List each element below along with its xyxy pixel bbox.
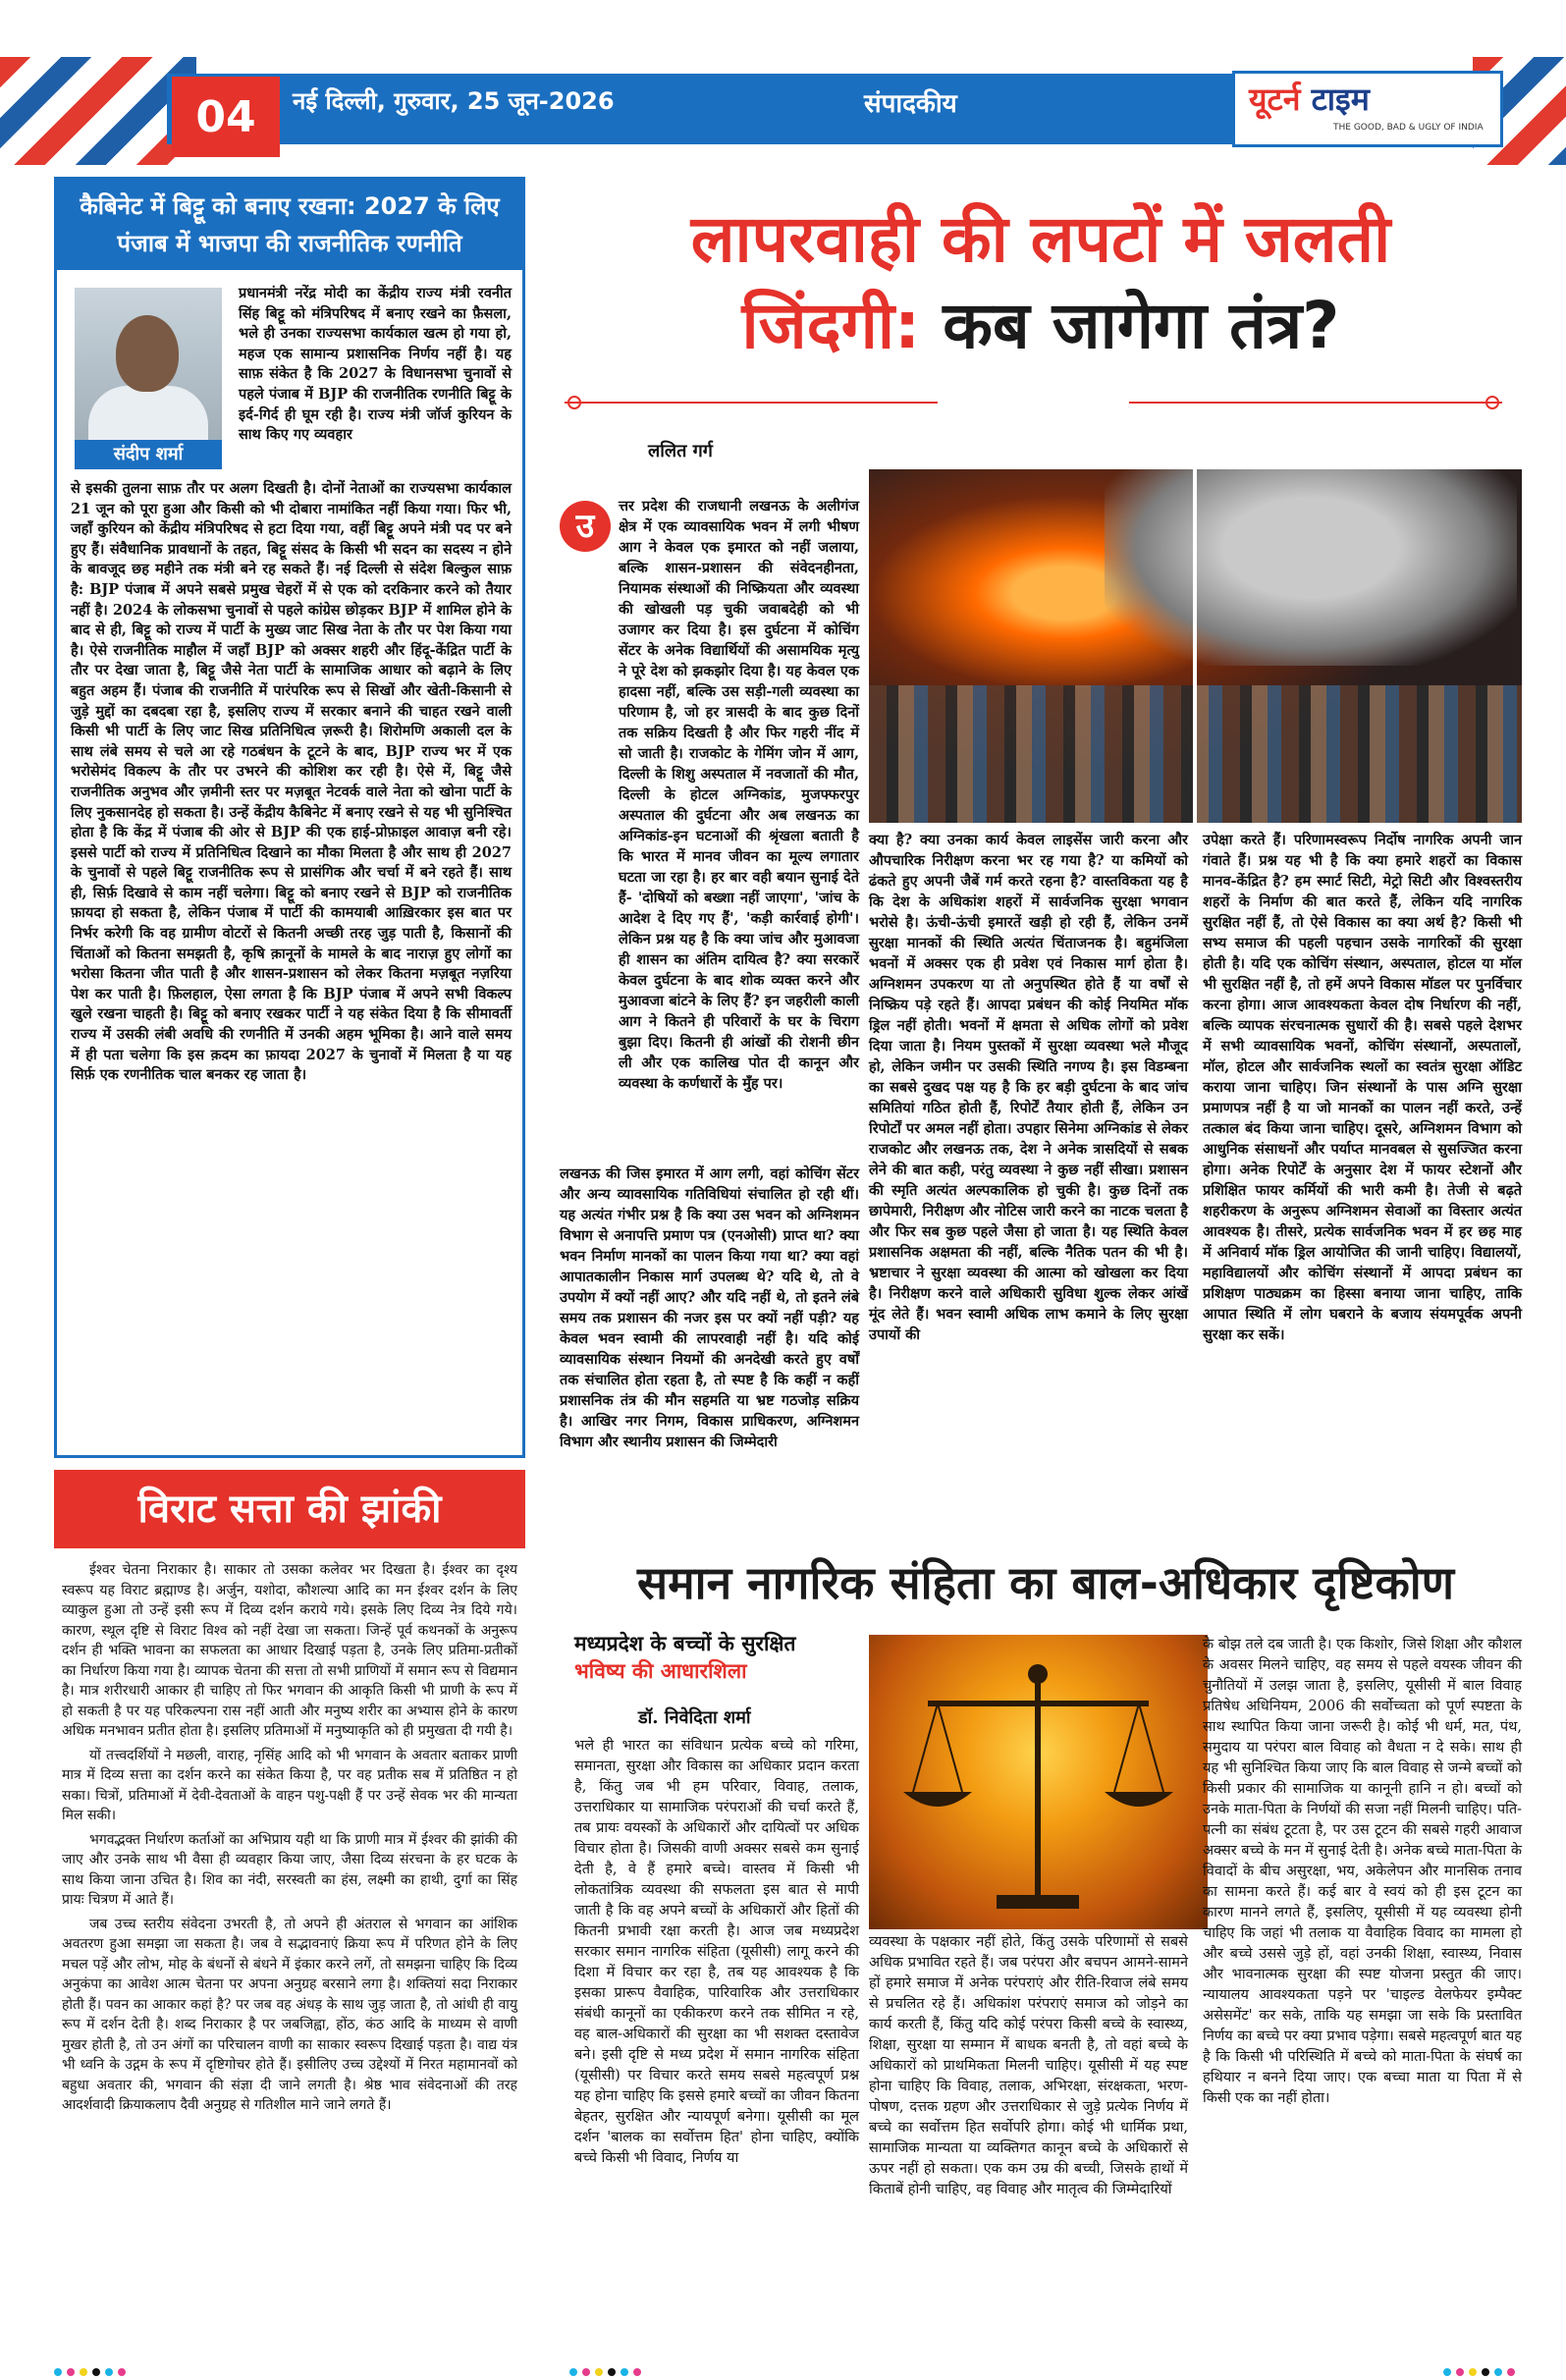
page-number: 04 (172, 77, 280, 157)
fire-scene-photo (869, 469, 1522, 823)
headline-ornament (565, 393, 1502, 412)
ucc-col3: के बोझ तले दब जाती है। एक किशोर, जिसे शिक्षा और कौशल के अवसर मिलने चाहिए, वह समय से पहले वयस्क जीवन की चुनौतियों में उलझ जाता है, इसलिए, यूसीसी में बाल विवाह प्रतिषेध अधिनियम, 2006 की सर्वोच्चता को पूर्ण स्पष्टता के साथ स्थापित किया जाना जरूरी है। कोई भी धर्म, मत, पंथ, समुदाय या परंपरा बाल विवाह को वैधता न दे सके। साथ ही यह भी सुनिश्चित किया जाए कि बाल विवाह से जन्मे बच्चों को किसी प्रकार की सामाजिक या कानूनी हानि न हो। बच्चों को उनके माता-पिता के निर्णयों की सजा नहीं मिलनी चाहिए। पति-पत्नी का संबंध टूटता है, पर उस टूटन की सबसे गहरी आवाज अक्सर बच्चे के मन में सुनाई देती है। अनेक बच्चे माता-पिता के विवादों के बीच असुरक्षा, भय, अकेलेपन और मानसिक तनाव का सामना करते हैं। कई बार वे स्वयं को ही इस टूटन का कारण मानने लगते हैं, इसलिए, यूसीसी में यह व्यवस्था होनी चाहिए कि जहां भी तलाक या वैवाहिक विवाद का मामला हो और बच्चे उससे जुड़े हों, वहां उनकी शिक्षा, स्वास्थ्य, निवास और भावनात्मक सुरक्षा की स्पष्ट योजना प्रस्तुत की जाए। न्यायालय आवश्यकता पड़ने पर 'चाइल्ड वेलफेयर इम्पैक्ट असेसमेंट' कर सके, ताकि यह समझा जा सके कि प्रस्तावित निर्णय का बच्चे पर क्या प्रभाव पड़ेगा। सबसे महत्वपूर्ण बात यह है कि किसी भी परिस्थिति में बच्चे को माता-पिता के संघर्ष का हथियार न बनने दिया जाए। एक बच्चा माता या पिता में से किसी एक का नहीं होता। (1203, 1637, 1522, 2106)
registration-dots-left (54, 2361, 131, 2371)
paragraph: भगवद्भक्त निर्धारण कर्ताओं का अभिप्राय यही था कि प्राणी मात्र में ईश्वर की झांकी की जाए और उनके साथ भी वैसा ही व्यवहार किया जाए, जैसा दिव्य संरचना के हर घटक के साथ किया जाना उचित है। शिव का नंदी, सरस्वती का हंस, लक्ष्मी का हाथी, दुर्गा का सिंह प्रायः चित्रण में आते हैं। (62, 1831, 517, 1908)
dateline: नई दिल्ली, गुरुवार, 25 जून-2026 (293, 87, 615, 115)
main-col1-cont: लखनऊ की जिस इमारत में आग लगी, वहां कोचिंग सेंटर और अन्य व्यावसायिक गतिविधियां संचालित हो रही थीं। यह अत्यंत गंभीर प्रश्न है कि क्या उस भवन को अग्निशमन विभाग से अनापत्ति प्रमाण पत्र (एनओसी) प्राप्त था? क्या भवन निर्माण मानकों का पालन किया गया था? क्या वहां आपातकालीन निकास मार्ग उपलब्ध थे? यदि थे, तो वे उपयोग में क्यों नहीं आए? और यदि नहीं थे, तो इतने लंबे समय तक प्रशासन की नजर इस पर क्यों नहीं पड़ी? यह केवल भवन स्वामी की लापरवाही नहीं है। यदि कोई व्यावसायिक संस्थान नियमों की अनदेखी करते हुए वर्षों तक संचालित होता रहता है, तो स्पष्ट है कि कहीं न कहीं प्रशासनिक तंत्र की मौन सहमति या भ्रष्ट गठजोड़ सक्रिय है। आखिर नगर निगम, विकास प्राधिकरण, अग्निशमन विभाग और स्थानीय प्रशासन की जिम्मेदारी (560, 1165, 859, 1450)
ucc-col2: व्यवस्था के पक्षकार नहीं होते, किंतु उसके परिणामों से सबसे अधिक प्रभावित रहते हैं। जब परंपरा और बचपन आमने-सामने हों हमारे समाज में अनेक परंपराएं और रीति-रिवाज लंबे समय से प्रचलित रहे हैं। अधिकांश परंपराएं समाज को जोड़ने का कार्य करती हैं, किंतु यदि कोई परंपरा किसी बच्चे के स्वास्थ्य, शिक्षा, सुरक्षा या सम्मान में बाधक बनती है, तो वहां बच्चे के अधिकारों को प्राथमिकता मिलनी चाहिए। यूसीसी में यह स्पष्ट होना चाहिए कि विवाह, तलाक, अभिरक्षा, संरक्षकता, भरण-पोषण, दत्तक ग्रहण और उत्तराधिकार से जुड़े प्रत्येक निर्णय में बच्चे का सर्वोत्तम हित सर्वोपरि होगा। कोई भी धार्मिक प्रथा, सामाजिक मान्यता या व्यक्तिगत कानून बच्चे के अधिकारों से ऊपर नहीं हो सकता। एक कम उम्र की बच्ची, जिसके हाथों में किताबें होनी चाहिए, वह विवाह और मातृत्व की जिम्मेदारियों (869, 1934, 1188, 2197)
main-col2: क्या है? क्या उनका कार्य केवल लाइसेंस जारी करना और औपचारिक निरीक्षण करना भर रह गया है? या कमियों को ढंकते हुए अपनी जैबें गर्म करते रहना है? वास्तविकता यह है कि देश के अधिकांश शहरों में सार्वजनिक सुरक्षा भगवान भरोसे है। ऊंची-ऊंची इमारतें खड़ी हो रही हैं, लेकिन उनमें सुरक्षा मानकों की स्थिति अत्यंत चिंताजनक है। बहुमंजिला भवनों में अक्सर एक ही प्रवेश एवं निकास मार्ग होता है। अग्निशमन उपकरण या तो अनुपस्थित होते हैं या वर्षों से निष्क्रिय पड़े रहते हैं। आपदा प्रबंधन की कोई नियमित मॉक ड्रिल नहीं होती। भवनों में क्षमता से अधिक लोगों को प्रवेश दिया जाता है। नियम पुस्तकों में सुरक्षा व्यवस्था भले मौजूद हो, लेकिन जमीन पर उसकी स्थिति नगण्य है। इस विडम्बना का सबसे दुखद पक्ष यह है कि हर बड़ी दुर्घटना के बाद जांच समितियां गठित होती हैं, रिपोर्टें तैयार होती हैं, लेकिन उन रिपोर्टों पर अमल नहीं होता। उपहार सिनेमा अग्निकांड से लेकर राजकोट और लखनऊ तक, देश ने अनेक त्रासदियों से सबक लेने की बात कही, परंतु व्यवस्था ने कुछ नहीं सीखा। प्रशासन की स्मृति अत्यंत अल्पकालिक हो चुकी है। कुछ दिनों तक छापेमारी, निरीक्षण और नोटिस जारी करने का नाटक चलता है और फिर सब कुछ पहले जैसा हो जाता है। यह स्थिति केवल प्रशासनिक अक्षमता की नहीं, बल्कि नैतिक पतन की भी है। भ्रष्टाचार ने सुरक्षा व्यवस्था की आत्मा को खोखला कर दिया है। निरीक्षण करने वाले अधिकारी सुविधा शुल्क लेकर आंखें मूंद लेते हैं। भवन स्वामी अधिक लाभ कमाने के लिए सुरक्षा उपायों की (869, 832, 1188, 1343)
main-headline (550, 196, 1532, 369)
section-name: संपादकीय (864, 89, 957, 119)
logo-tagline: THE GOOD, BAD & UGLY OF INDIA (1333, 123, 1484, 133)
ucc-headline: समान नागरिक संहिता का बाल-अधिकार दृष्टिकोण (637, 1556, 1454, 1609)
story-bittu-headline (57, 180, 522, 270)
drop-cap: उ (560, 501, 611, 552)
main-col3: उपेक्षा करते हैं। परिणामस्वरूप निर्दोष नागरिक अपनी जान गंवाते हैं। प्रश्न यह भी है कि क्या हमारे शहरों का विकास मानव-केंद्रित है? हम स्मार्ट सिटी, मेट्रो सिटी और विश्वस्तरीय शहरों के निर्माण की बात करते हैं, लेकिन यदि नागरिक सुरक्षित नहीं हैं, तो ऐसे विकास का क्या अर्थ है? किसी भी सभ्य समाज की पहली पहचान उसके नागरिकों की सुरक्षा होती है। यदि एक कोचिंग संस्थान, अस्पताल, होटल या मॉल भी सुरक्षित नहीं है, तो हमें अपने विकास मॉडल पर पुनर्विचार करना होगा। आज आवश्यकता केवल दोष निर्धारण की नहीं, बल्कि व्यापक संरचनात्मक सुधारों की है। सबसे पहले देशभर में सभी व्यावसायिक भवनों, कोचिंग संस्थानों, अस्पतालों, मॉल, होटल और सार्वजनिक स्थलों का स्वतंत्र सुरक्षा ऑडिट कराया जाना चाहिए। जिन संस्थानों के पास अग्नि सुरक्षा प्रमाणपत्र नहीं है या जो मानकों का पालन नहीं करते, उन्हें तत्काल बंद किया जाना चाहिए। दूसरे, अग्निशमन विभाग को आधुनिक संसाधनों और पर्याप्त मानवबल से सुसज्जित करना होगा। अनेक रिपोर्टें के अनुसार देश में फायर स्टेशनों और प्रशिक्षित फायर कर्मियों की भारी कमी है। तेजी से बढ़ते शहरीकरण के अनुरूप अग्निशमन सेवाओं का विस्तार अत्यंत आवश्यक है। तीसरे, प्रत्येक सार्वजनिक भवन में हर छह माह में अनिवार्य मॉक ड्रिल आयोजित की जानी चाहिए। विद्यालयों, महाविद्यालयों और कोचिंग संस्थानों में आपदा प्रबंधन का प्रशिक्षण पाठ्यक्रम का हिस्सा बनाया जाना चाहिए, ताकि आपात स्थिति में लोग घबराने के बजाय संयमपूर्वक अपनी सुरक्षा कर सकें। (1203, 832, 1522, 1343)
story-virat-box (54, 1470, 525, 2339)
author-portrait (75, 288, 222, 469)
main-headline-line-2: जिंदगी: कब जागेगा तंत्र? (741, 288, 1340, 363)
paragraph: यों तत्त्वदर्शियों ने मछली, वाराह, नृसिंह आदि को भी भगवान के अवतार बताकर प्राणी मात्र में दिव्य सत्ता का दर्शन करने का संकेत किया है, पर वह प्रतीक सब में प्रतिष्ठित न हो सका। चित्रों, प्रतिमाओं में देवी-देवताओं के वाहन पशु-पक्षी हैं पर उन्हें सेवक भर की मान्यता मिल सकी। (62, 1747, 517, 1823)
story-bittu-body: से इसकी तुलना साफ़ तौर पर अलग दिखती है। दोनों नेताओं का राज्यसभा कार्यकाल 21 जून को पूरा हुआ और किसी को भी दोबारा नामांकित नहीं किया गया। फिर भी, जहाँ कुरियन को केंद्रीय मंत्रिपरिषद से हटा दिया गया, वहीं बिट्टू अपने मंत्री पद पर बने हुए हैं। संवैधानिक प्रावधानों के तहत, बिट्टू संसद के किसी भी सदन का सदस्य न होने के बावजूद छह महीने तक मंत्री बने रह सकते हैं। नई दिल्ली से संदेश बिल्कुल साफ़ है: BJP पंजाब में अपने सबसे प्रमुख चेहरों में से एक को दरकिनार करने को तैयार नहीं है। 2024 के लोकसभा चुनावों से पहले कांग्रेस छोड़कर BJP में शामिल होने के बाद से ही, बिट्टू को राज्य में पार्टी के मुख्य जाट सिख नेता के तौर पर पेश किया गया है। ऐसे राजनीतिक माहौल में जहाँ BJP को अक्सर शहरी और हिंदू-केंद्रित पार्टी के तौर पर देखा जाता है, बिट्टू जैसे नेता पार्टी के सामाजिक आधार को बढ़ाने के लिए बहुत अहम हैं। पंजाब की राजनीति में पारंपरिक रूप से सिखों और खेती-किसानी से जुड़े मुद्दों का दबदबा रहा है, इसलिए राज्य में सरकार बनाने की चाहत रखने वाली किसी भी पार्टी के लिए जाट सिख प्रतिनिधित्व ज़रूरी है। शिरोमणि अकाली दल के साथ लंबे समय से चले आ रहे गठबंधन के टूटने के बाद, BJP राज्य भर में एक भरोसेमंद विकल्प के तौर पर उभरने की कोशिश कर रही है। ऐसे में, बिट्टू जैसे राजनीतिक अनुभव और ज़मीनी स्तर पर मज़बूत नेटवर्क वाले नेता को खोना पार्टी के लिए नुकसानदेह हो सकता है। उन्हें केंद्रीय कैबिनेट में बनाए रखने से यह भी सुनिश्चित होता है कि केंद्र में पंजाब की ओर से BJP की एक हाई-प्रोफ़ाइल आवाज़ बनी रहे। इससे पार्टी को राज्य में प्रतिनिधित्व दिखाने का मौका मिलता है और साथ ही 2027 के चुनावों से पहले बिट्टू राजनीतिक रूप से प्रासंगिक और चर्चा में बने रहते हैं। साथ ही, सिर्फ़ दिखावे से काम नहीं चलेगा। बिट्टू को बनाए रखने से BJP को राजनीतिक फ़ायदा हो सकता है, लेकिन पंजाब में पार्टी की कामयाबी आख़िरकार इस बात पर निर्भर करेगी कि वह ग्रामीण वोटरों से कितनी अच्छी तरह जुड़ पाती है, किसानों की चिंताओं को कितना समझती है, कृषि क़ानूनों के मामले के बाद नाराज़ हुए लोगों का भरोसा कितना जीत पाती है और शासन-प्रशासन को लेकर कितना मज़बूत नज़रिया पेश कर पाती है। फ़िलहाल, ऐसा लगता है कि BJP पंजाब में अपने सभी विकल्प खुले रखना चाहती है। बिट्टू को बनाए रखकर पार्टी ने यह संकेत दिया है कि सीमावर्ती राज्य में उसकी लंबी अवधि की रणनीति में उनकी अहम भूमिका है। आने वाले समय में ही पता चलेगा कि इस क़दम का फ़ायदा 2027 के चुनावों में मिलता है या यह सिर्फ़ एक रणनीतिक चाल बनकर रह जाता है। (71, 480, 512, 1084)
logo-text: यूटर्न टाइम (1249, 81, 1370, 118)
paragraph: जब उच्च स्तरीय संवेदना उभरती है, तो अपने ही अंतराल से भगवान का आंशिक अवतरण हुआ समझा जा सकता है। जब वे सद्भावनाएं क्रिया रूप में परिणत होने के लिए मचल पड़ें और लोभ, मोह के बंधनों से बंधने में इंकार करने लगें, तो समझना चाहिए कि दिव्य अनुकंपा का आवेश आत्म चेतना पर अपना अनुग्रह बरसाने लगा है। शक्तियां सदा निराकार होती हैं। पवन का आकार कहां है? पर जब वह अंधड़ के साथ जुड़ जाता है, तो आंधी ही वायु रूप में दर्शन देती है। शब्द निराकार है पर जबजिह्वा, होंठ, कंठ आदि के माध्यम से वाणी मुखर होती है, तो उन अंगों का परिचालन वाणी का साकार स्वरूप दिखाई पड़ता है। वाद्य यंत्र भी ध्वनि के उद्गम के रूप में दृष्टिगोचर होते हैं। इसीलिए उच्च उद्देश्यों में निरत महामानवों को बहुधा अवतार की, भगवान की संज्ञा दी जाने लगती है। श्रेष्ठ भाव संवेदनाओं की तरह आदर्शवादी क्रियाकलाप दैवी अनुग्रह से गतिशील माने जाने लगते हैं। (62, 1916, 517, 2113)
main-headline-line-1: लापरवाही की लपटों में जलती (690, 201, 1391, 277)
justice-scale-photo (869, 1635, 1208, 1929)
ucc-byline: डॉ. निवेदिता शर्मा (638, 1707, 751, 1728)
headline-line-1: कैबिनेट में बिट्टू को बनाए रखना: 2027 के लिए (80, 192, 500, 220)
registration-dots-right (1443, 2361, 1520, 2371)
story-bittu-intro: प्रधानमंत्री नरेंद्र मोदी का केंद्रीय राज्य मंत्री रवनीत सिंह बिट्टू को मंत्रिपरिषद में बनाए रखने का फ़ैसला, भले ही उनका राज्यसभा कार्यकाल खत्म हो गया हो, महज एक सामान्य प्रशासनिक निर्णय नहीं है। यह साफ़ संकेत है कि 2027 के विधानसभा चुनावों से पहले पंजाब में BJP की राजनीतिक रणनीति बिट्टू के इर्द-गिर्द ही घूम रही है। राज्य मंत्री जॉर्ज कुरियन के साथ किए गए व्यवहार (239, 285, 512, 444)
ucc-subheadline (574, 1630, 898, 1685)
headline-line-2: पंजाब में भाजपा की राजनीतिक रणनीति (117, 230, 462, 257)
masthead-logo (1232, 71, 1503, 147)
registration-dots-center (569, 2361, 646, 2371)
main-col1-intro: त्तर प्रदेश की राजधानी लखनऊ के अलीगंज क्षेत्र में एक व्यावसायिक भवन में लगी भीषण आग ने केवल एक इमारत को नहीं जलाया, बल्कि शासन-प्रशासन की संवेदनहीनता, नियामक संस्थाओं की निष्क्रियता और व्यवस्था की खोखली पड़ चुकी जवाबदेही को भी उजागर कर दिया है। इस दुर्घटना में कोचिंग सेंटर के अनेक विद्यार्थियों की असामयिक मृत्यु ने पूरे देश को झकझोर दिया है। यह केवल एक हादसा नहीं, बल्कि उस सड़ी-गली व्यवस्था का परिणाम है, जो हर त्रासदी के बाद कुछ दिनों तक सक्रिय दिखती है और फिर गहरी नींद में सो जाती है। राजकोट के गेमिंग जोन में आग, दिल्ली के शिशु अस्पताल में नवजातों की मौत, दिल्ली के होटल अग्निकांड, मुजफ्फरपुर अस्पताल की दुर्घटना और अब लखनऊ का अग्निकांड-इन घटनाओं की श्रृंखला बताती है कि भारत में मानव जीवन का मूल्य लगातार घटता जा रहा है। हर बार वही बयान सुनाई देते हैं- 'दोषियों को बख्शा नहीं जाएगा', 'जांच के आदेश दे दिए गए हैं', 'कड़ी कार्रवाई होगी'। लेकिन प्रश्न यह है कि क्या जांच और मुआवजा ही शासन का अंतिम दायित्व है? क्या सरकारें केवल दुर्घटना के बाद शोक व्यक्त करने और मुआवजा बांटने के लिए हैं? इन जहरीली काली आग ने कितने ही परिवारों के घर के चिराग बुझा दिए। कितनी ही आंखों की रोशनी छीन ली और एक कालिख पोत दी कानून और व्यवस्था के कर्णधारों के मुँह पर। (619, 498, 859, 1092)
main-byline: ललित गर्ग (648, 441, 713, 461)
ucc-subheadline-line-1: मध्यप्रदेश के बच्चों के सुरक्षित (574, 1632, 796, 1655)
author-name: संदीप शर्मा (75, 440, 222, 469)
page-header (0, 0, 1566, 167)
paragraph: ईश्वर चेतना निराकार है। साकार तो उसका कलेवर भर दिखता है। ईश्वर का दृश्य स्वरूप यह विराट ब्रह्माण्ड है। अर्जुन, यशोदा, कौशल्या आदि का मन ईश्वर दर्शन के लिए व्याकुल हुआ तो उन्हें इसी रूप में दिव्य दर्शन कराये गये। इसके लिए दिव्य नेत्र दिये गये। कारण, स्थूल दृष्टि से विराट विश्व को नहीं देखा जा सकता। जिन्हें पूर्व कथनकों के अनुरूप दर्शन ही भक्ति भावना का सफलता का आधार दिखाई पड़ता है, उनके लिए प्रतिमा-प्रतीकों का निर्धारण किया गया है। व्यापक चेतना की सत्ता तो सभी प्राणियों में समान रूप से विद्यमान है। मात्र शरीरधारी आकार ही चाहिए तो फिर भगवान की आकृति किसी भी प्राणी के रूप में हो सकती है पर यह परिकल्पना रास नहीं आती और मनुष्य शरीर का अभ्यास होने के कारण अधिक मनभावन प्रतीत होता है। इसलिए प्रतिमाओं में मनुष्याकृति को ही प्रमुखता दी गयी है। (62, 1562, 517, 1739)
story-virat-headline: विराट सत्ता की झांकी (54, 1470, 525, 1548)
story-virat-body (62, 1560, 517, 2116)
ucc-subheadline-line-2: भविष्य की आधारशिला (574, 1659, 747, 1683)
ucc-col1: भले ही भारत का संविधान प्रत्येक बच्चे को गरिमा, समानता, सुरक्षा और विकास का अधिकार प्रदान करता है, किंतु जब भी हम परिवार, विवाह, तलाक, उत्तराधिकार या सामाजिक परंपराओं की चर्चा करते हैं, तब प्रायः वयस्कों के अधिकारों और दायित्वों पर अधिक विचार होता है। जिसकी वाणी अक्सर सबसे कम सुनाई देती है, वे हैं हमारे बच्चे। वास्तव में किसी भी लोकतांत्रिक व्यवस्था की सफलता इस बात से मापी जाती है कि वह अपने बच्चों के अधिकारों और हितों की कितनी प्रभावी रक्षा करती है। आज जब मध्यप्रदेश सरकार समान नागरिक संहिता (यूसीसी) लागू करने की दिशा में विचार कर रहा है, तब यह आवश्यक है कि इसका प्रारूप वैवाहिक, पारिवारिक और उत्तराधिकार संबंधी कानूनों का एकीकरण करने तक सीमित न रहे, वह बाल-अधिकारों की सुरक्षा का भी सशक्त दस्तावेज बने। इसी दृष्टि से मध्य प्रदेश में समान नागरिक संहिता (यूसीसी) पर विचार करते समय सबसे महत्वपूर्ण प्रश्न यह होना चाहिए कि इससे हमारे बच्चों का जीवन कितना बेहतर, सुरक्षित और न्यायपूर्ण बनेगा। यूसीसी का मूल दर्शन 'बालक का सर्वोत्तम हित' होना चाहिए, क्योंकि बच्चे किसी भी विवाद, निर्णय या (574, 1738, 859, 2166)
story-bittu-box (54, 177, 525, 1458)
portrait-face (116, 315, 179, 392)
